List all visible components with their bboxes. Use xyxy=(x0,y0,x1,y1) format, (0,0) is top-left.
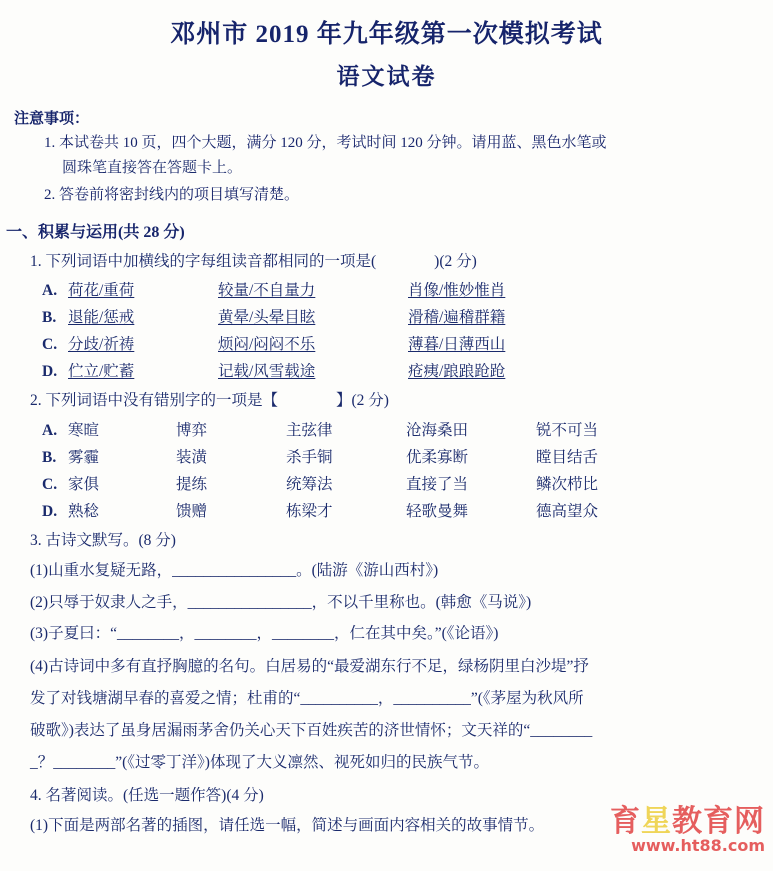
notice-item-1: 1. 本试卷共 10 页，四个大题，满分 120 分，考试时间 120 分钟。请用蓝、黑色水笔或 xyxy=(44,135,607,151)
option-part-1: 伫立/贮蓄 xyxy=(68,363,135,381)
question-3-stem: 3. 古诗文默写。(8 分) xyxy=(30,531,176,549)
question-3-item-4-line-4[interactable]: _？________”(《过零丁洋》)体现了大义凛然、视死如归的民族气节。 xyxy=(30,754,489,772)
page-title: 邓州市 2019 年九年级第一次模拟考试 xyxy=(170,21,603,48)
option-part-3: 薄暮/日薄西山 xyxy=(408,336,506,354)
question-2-option-c[interactable] xyxy=(42,472,773,494)
watermark-text-part-1: 育 xyxy=(610,804,641,839)
question-2-stem xyxy=(30,389,773,412)
notice-item-1-cont: 圆珠笔直接答在答题卡上。 xyxy=(62,160,243,177)
page-subtitle: 语文试卷 xyxy=(336,64,437,89)
question-3-item-3[interactable]: (3)子夏曰：“________，________，________，仁在其中矣。”(《论语》) xyxy=(30,625,499,643)
option-part-3: 疮痍/踉踉跄跄 xyxy=(408,363,506,381)
question-2-stem-text: 2. 下列词语中没有错别字的一项是【 xyxy=(30,392,279,410)
option-part-2: 较量/不自量力 xyxy=(218,282,316,300)
option-part-3: 肖像/惟妙惟肖 xyxy=(408,282,506,300)
option-word-1: 熟稔 xyxy=(68,502,100,520)
option-word-5: 鳞次栉比 xyxy=(536,475,599,493)
option-word-5: 瞠目结舌 xyxy=(536,448,599,466)
question-1-stem-tail: )(2 分) xyxy=(434,253,477,270)
question-3-item-4-line-2[interactable]: 发了对钱塘湖早春的喜爱之情；杜甫的“__________，__________”(《茅屋为秋风所 xyxy=(30,690,584,708)
option-label: B. xyxy=(42,448,57,466)
question-3-item-2[interactable]: (2)只辱于奴隶人之手，________________，不以千里称也。(韩愈《马说》) xyxy=(30,593,532,611)
option-label: A. xyxy=(42,421,58,439)
question-2-option-a[interactable] xyxy=(42,418,773,440)
option-word-5: 德高望众 xyxy=(536,502,599,520)
option-part-3: 滑稽/遍稽群籍 xyxy=(408,309,506,327)
option-label: A. xyxy=(42,282,58,300)
option-word-1: 雾霾 xyxy=(68,448,100,466)
option-word-2: 提练 xyxy=(176,475,208,493)
section-heading-1: 一、积累与运用(共 28 分) xyxy=(6,224,185,241)
question-1-option-a[interactable] xyxy=(42,278,773,300)
option-part-2: 黄晕/头晕目眩 xyxy=(218,309,316,327)
option-word-2: 馈赠 xyxy=(176,502,208,520)
option-word-1: 家俱 xyxy=(68,475,100,493)
option-part-1: 退能/惩戒 xyxy=(68,309,135,327)
option-part-1: 荷花/重荷 xyxy=(68,282,135,300)
option-part-1: 分歧/祈祷 xyxy=(68,336,135,354)
question-1-option-d[interactable] xyxy=(42,359,773,381)
question-2-option-b[interactable] xyxy=(42,445,773,467)
question-1-stem xyxy=(30,250,773,273)
option-label: B. xyxy=(42,309,57,327)
notice-item-2: 2. 答卷前将密封线内的项目填写清楚。 xyxy=(44,186,300,203)
question-1-option-b[interactable] xyxy=(42,305,773,327)
option-word-4: 优柔寡断 xyxy=(406,448,469,466)
option-label: C. xyxy=(42,475,58,493)
notice-heading: 注意事项： xyxy=(14,111,90,127)
question-1-option-c[interactable] xyxy=(42,332,773,354)
option-word-4: 直接了当 xyxy=(406,475,469,493)
option-label: D. xyxy=(42,363,58,381)
option-word-3: 杀手铜 xyxy=(286,448,333,466)
exam-paper-page xyxy=(0,14,773,871)
question-2-option-d[interactable] xyxy=(42,499,773,521)
option-word-2: 装潢 xyxy=(176,448,208,466)
option-word-1: 寒暄 xyxy=(68,421,100,439)
option-word-2: 博弈 xyxy=(176,421,208,439)
question-3-item-4-line-1[interactable]: (4)古诗词中多有直抒胸臆的名句。白居易的“最爱湖东行不足，绿杨阴里白沙堤”抒 xyxy=(30,658,589,676)
question-4-stem: 4. 名著阅读。(任选一题作答)(4 分) xyxy=(30,786,264,804)
option-word-3: 统筹法 xyxy=(286,475,333,493)
question-1-stem-text: 1. 下列词语中加横线的字每组读音都相同的一项是( xyxy=(30,253,377,270)
question-3-item-4-line-3[interactable]: 破歌》)表达了虽身居漏雨茅舍仍关心天下百姓疾苦的济世情怀；文天祥的“________ xyxy=(30,722,593,740)
star-icon: 星 xyxy=(641,804,672,839)
option-word-3: 主弦律 xyxy=(286,421,333,439)
question-4-item-1[interactable]: (1)下面是两部名著的插图，请任选一幅，简述与画面内容相关的故事情节。 xyxy=(30,816,545,834)
watermark-sub: www.ht88.com xyxy=(631,836,765,855)
watermark-text-part-2: 教育网 xyxy=(672,804,765,839)
option-part-2: 烦闷/闷闷不乐 xyxy=(218,336,316,354)
option-word-4: 轻歌曼舞 xyxy=(406,502,469,520)
option-word-4: 沧海桑田 xyxy=(406,421,469,439)
question-2-stem-tail: 】(2 分) xyxy=(336,392,389,410)
question-3-item-1[interactable]: (1)山重水复疑无路，________________。(陆游《游山西村》) xyxy=(30,561,439,579)
option-word-3: 栋梁才 xyxy=(286,502,333,520)
option-part-2: 记载/风雪载途 xyxy=(218,363,316,381)
option-label: D. xyxy=(42,502,58,520)
option-word-5: 锐不可当 xyxy=(536,421,599,439)
option-label: C. xyxy=(42,336,58,354)
